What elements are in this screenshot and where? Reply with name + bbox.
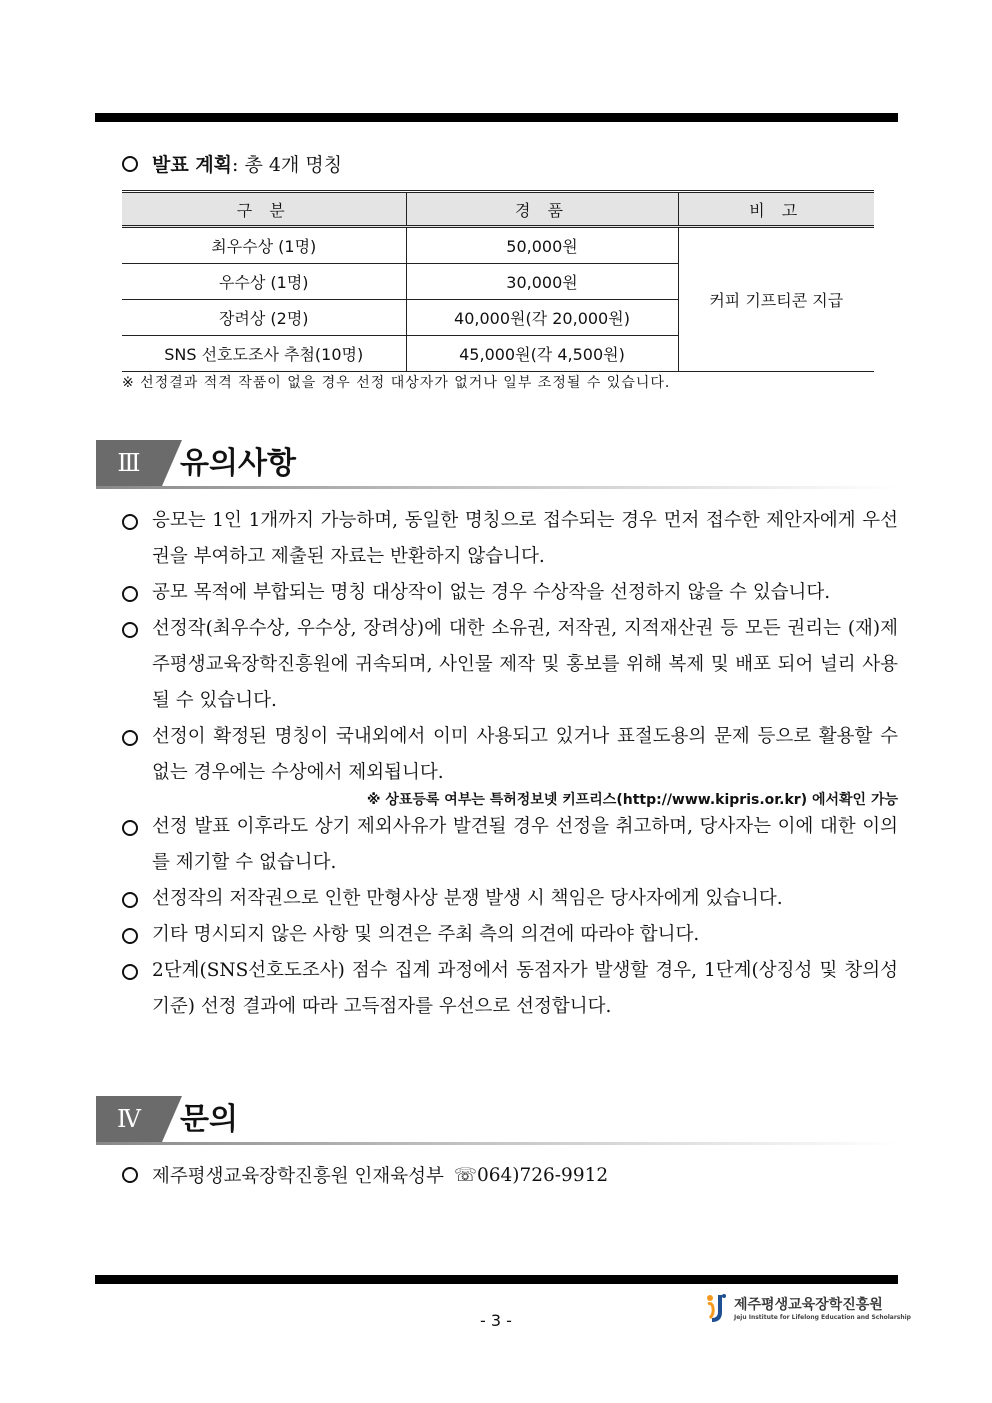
list-item [122,809,898,881]
contact-info [122,1162,608,1188]
bullet-circle-icon [122,586,138,602]
list-item-text: 공모 목적에 부합되는 명칭 대상작이 없는 경우 수상작을 선정하지 않을 수 있습니다. [152,582,831,603]
list-item [122,719,898,791]
award-prize: 30,000원 [406,264,678,300]
selection-footnote: ※ 선정결과 적격 작품이 없을 경우 선정 대상자가 없거나 일부 조정될 수 있습니다. [122,375,671,391]
list-item [122,953,898,1025]
award-category: SNS 선호도조사 추첨(10명) [122,336,406,372]
award-prize: 40,000원(각 20,000원) [406,300,678,336]
contact-department: 제주평생교육장학진흥원 인재육성부 [152,1166,444,1187]
announcement-plan [122,150,342,177]
section-badge-corner [162,440,182,486]
list-item-text: 선정작의 저작권으로 인한 만형사상 분쟁 발생 시 책임은 당사자에게 있습니다. [152,888,783,909]
award-category: 우수상 (1명) [122,264,406,300]
cautions-list [122,503,898,1025]
awards-table [122,190,874,372]
header-category: 구 분 [122,192,406,227]
section-underline [96,486,898,489]
award-category: 최우수상 (1명) [122,227,406,264]
section-header-cautions [96,438,898,490]
bottom-rule [95,1275,898,1284]
section-underline [96,1142,898,1145]
header-note: 비 고 [678,192,874,227]
list-item-text: 선정이 확정된 명칭이 국내외에서 이미 사용되고 있거나 표절도용의 문제 등으로 활용할 수 없는 경우에는 수상에서 제외됩니다. [152,726,898,783]
award-note: 커피 기프티콘 지급 [678,227,874,372]
list-item-text: 2단계(SNS선호도조사) 점수 집계 과정에서 동점자가 발생할 경우, 1단계(상징성 및 창의성 기준) 선정 결과에 따라 고득점자를 우선으로 선정합니다. [152,960,898,1017]
bullet-circle-icon [122,892,138,908]
table-row [122,227,874,264]
section-title: 유의사항 [180,446,296,481]
bullet-circle-icon [122,1167,138,1183]
list-item [122,881,898,917]
award-category: 장려상 (2명) [122,300,406,336]
list-item [122,917,898,953]
bullet-circle-icon [122,928,138,944]
header-prize: 경 품 [406,192,678,227]
list-item-text: 선정작(최우수상, 우수상, 장려상)에 대한 소유권, 저작권, 지적재산권 등 모든 권리는 (재)제주평생교육장학진흥원에 귀속되며, 사인물 제작 및 홍보를 위해 복제 및 배포 되어 널리 사용될 수 있습니다. [152,618,898,711]
list-item-text: 기타 명시되지 않은 사항 및 의견은 주최 측의 의견에 따라야 합니다. [152,924,700,945]
trademark-remark: ※ 상표등록 여부는 특허정보넷 키프리스(http://www.kipris.or.kr) 에서확인 가능 [366,792,898,808]
list-item [122,503,898,575]
section-badge-corner [162,1096,182,1142]
section-number: Ⅳ [96,1096,162,1142]
list-item-text: 응모는 1인 1개까지 가능하며, 동일한 명칭으로 접수되는 경우 먼저 접수한 제안자에게 우선권을 부여하고 제출된 자료는 반환하지 않습니다. [152,510,898,567]
bullet-circle-icon [122,820,138,836]
list-item-text: 선정 발표 이후라도 상기 제외사유가 발견될 경우 선정을 취고하며, 당사자는 이에 대한 이의를 제기할 수 없습니다. [152,816,898,873]
award-prize: 50,000원 [406,227,678,264]
bullet-circle-icon [122,964,138,980]
page-number: - 3 - [480,1311,512,1330]
bullet-circle-icon [122,156,138,172]
award-prize: 45,000원(각 4,500원) [406,336,678,372]
bullet-circle-icon [122,514,138,530]
section-title: 문의 [180,1102,238,1137]
list-item [122,575,898,611]
org-name: 제주평생교육장학진흥원 [734,1296,883,1313]
section-number: Ⅲ [96,440,162,486]
org-logo [704,1292,911,1322]
bullet-circle-icon [122,730,138,746]
contact-phone: ☏064)726-9912 [453,1164,609,1186]
top-rule [95,113,898,122]
announcement-label: 발표 계획 [152,154,233,176]
section-header-inquiry [96,1094,898,1146]
list-item [122,611,898,719]
org-logo-icon [704,1292,728,1322]
bullet-circle-icon [122,622,138,638]
announcement-text: : 총 4개 명칭 [232,154,343,176]
org-name-english: Jeju Institute for Lifelong Education and Scholarship [734,1313,911,1321]
